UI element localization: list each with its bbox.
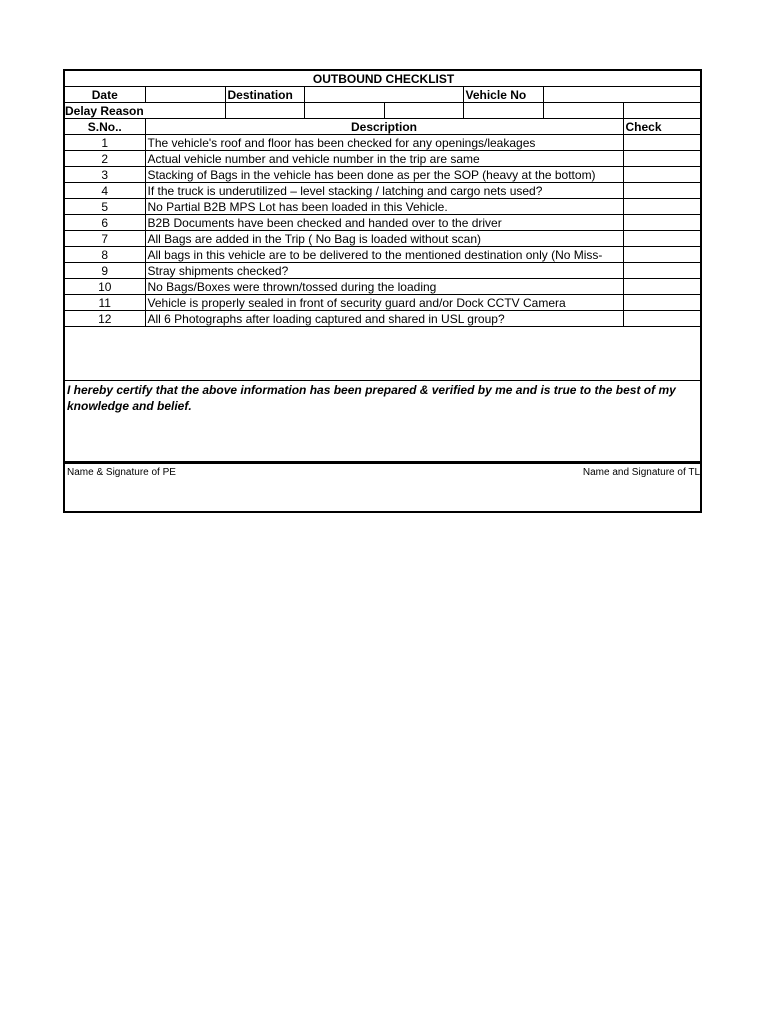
item-description: All bags in this vehicle are to be delivered to the mentioned destination only (No Miss- <box>145 247 623 263</box>
checklist-row <box>65 135 702 151</box>
checklist-row <box>65 183 702 199</box>
item-check-cell[interactable] <box>623 183 702 199</box>
sno-header: S.No.. <box>65 119 145 135</box>
item-description: Stray shipments checked? <box>145 263 623 279</box>
checklist-row <box>65 215 702 231</box>
item-description: All Bags are added in the Trip ( No Bag is loaded without scan) <box>145 231 623 247</box>
item-number: 6 <box>65 215 145 231</box>
item-number: 3 <box>65 167 145 183</box>
item-check-cell[interactable] <box>623 231 702 247</box>
destination-field[interactable] <box>304 87 463 103</box>
checklist-row <box>65 279 702 295</box>
item-number: 5 <box>65 199 145 215</box>
item-description: B2B Documents have been checked and handed over to the driver <box>145 215 623 231</box>
item-number: 9 <box>65 263 145 279</box>
item-description: No Partial B2B MPS Lot has been loaded in this Vehicle. <box>145 199 623 215</box>
item-description: Stacking of Bags in the vehicle has been done as per the SOP (heavy at the bottom) <box>145 167 623 183</box>
vehicle-no-field[interactable] <box>543 87 702 103</box>
date-label: Date <box>65 87 145 103</box>
destination-label: Destination <box>225 87 304 103</box>
item-check-cell[interactable] <box>623 311 702 327</box>
item-check-cell[interactable] <box>623 295 702 311</box>
item-description: Vehicle is properly sealed in front of security guard and/or Dock CCTV Camera <box>145 295 623 311</box>
item-number: 1 <box>65 135 145 151</box>
checklist-row <box>65 167 702 183</box>
checklist-row <box>65 231 702 247</box>
item-number: 12 <box>65 311 145 327</box>
item-description: No Bags/Boxes were thrown/tossed during the loading <box>145 279 623 295</box>
checklist-row <box>65 199 702 215</box>
checklist-row <box>65 311 702 327</box>
delay-reason-cell[interactable] <box>463 103 543 119</box>
item-check-cell[interactable] <box>623 199 702 215</box>
signature-divider <box>65 461 700 464</box>
item-number: 11 <box>65 295 145 311</box>
checklist-row <box>65 151 702 167</box>
vehicle-no-label: Vehicle No <box>463 87 543 103</box>
item-number: 10 <box>65 279 145 295</box>
delay-reason-cell[interactable] <box>543 103 623 119</box>
item-number: 2 <box>65 151 145 167</box>
checklist-table <box>65 71 702 327</box>
certification-statement: I hereby certify that the above information has been prepared & verified by me and is true to the best of my knowledge and belief. <box>65 380 700 462</box>
item-check-cell[interactable] <box>623 215 702 231</box>
checklist-row <box>65 295 702 311</box>
item-check-cell[interactable] <box>623 279 702 295</box>
item-number: 4 <box>65 183 145 199</box>
item-description: Actual vehicle number and vehicle number in the trip are same <box>145 151 623 167</box>
item-number: 7 <box>65 231 145 247</box>
check-header: Check <box>623 119 702 135</box>
delay-reason-cell[interactable] <box>225 103 304 119</box>
item-description: The vehicle's roof and floor has been checked for any openings/leakages <box>145 135 623 151</box>
checklist-row <box>65 263 702 279</box>
item-check-cell[interactable] <box>623 167 702 183</box>
item-check-cell[interactable] <box>623 263 702 279</box>
date-field[interactable] <box>145 87 225 103</box>
delay-reason-cell[interactable] <box>304 103 384 119</box>
description-header: Description <box>145 119 623 135</box>
tl-signature-label: Name and Signature of TL <box>582 467 700 478</box>
item-description: If the truck is underutilized – level stacking / latching and cargo nets used? <box>145 183 623 199</box>
delay-reason-cell[interactable] <box>384 103 463 119</box>
checklist-row <box>65 247 702 263</box>
item-check-cell[interactable] <box>623 151 702 167</box>
delay-reason-label: Delay Reason <box>65 103 225 119</box>
item-check-cell[interactable] <box>623 247 702 263</box>
outbound-checklist-form <box>63 69 702 513</box>
pe-signature-label: Name & Signature of PE <box>67 467 176 478</box>
item-description: All 6 Photographs after loading captured and shared in USL group? <box>145 311 623 327</box>
delay-reason-cell[interactable] <box>623 103 702 119</box>
item-check-cell[interactable] <box>623 135 702 151</box>
item-number: 8 <box>65 247 145 263</box>
form-title: OUTBOUND CHECKLIST <box>65 71 702 87</box>
